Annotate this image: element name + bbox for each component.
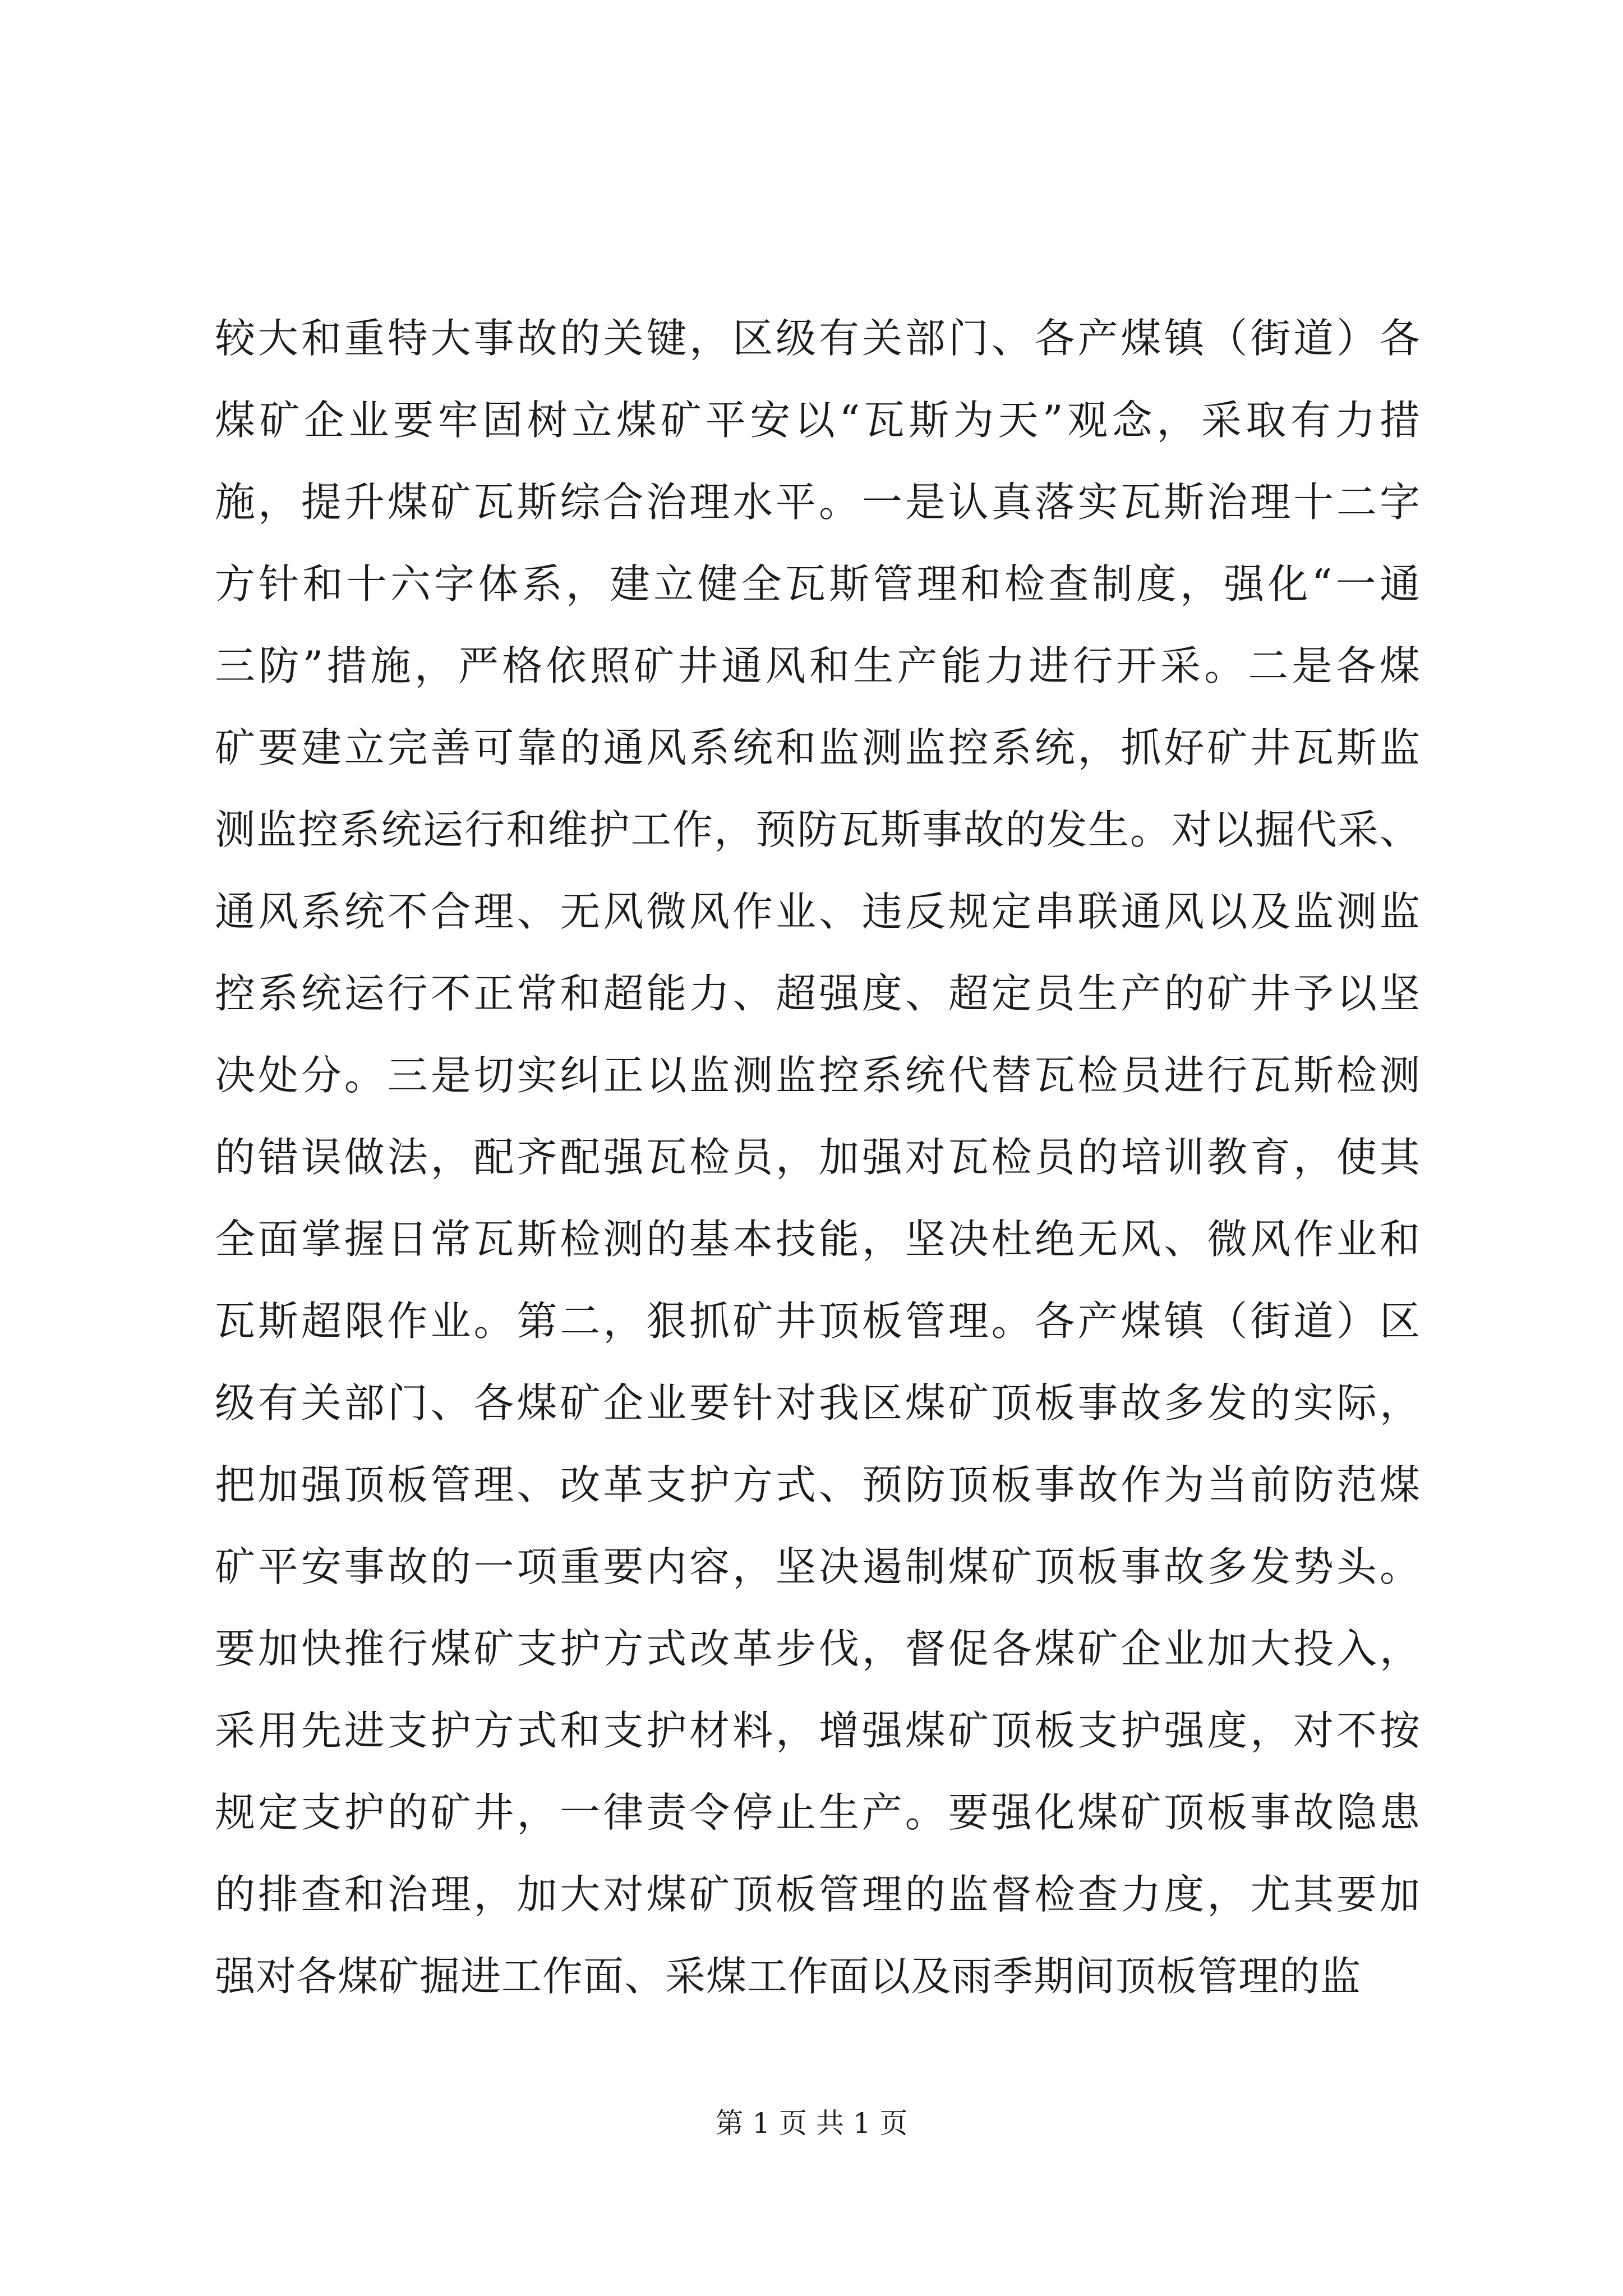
text-line: 施，提升煤矿瓦斯综合治理水平。一是认真落实瓦斯治理十二字	[215, 478, 1421, 526]
page-number-footer: 第 1 页 共 1 页	[715, 2107, 908, 2139]
text-line: 较大和重特大事故的关键，区级有关部门、各产煤镇（街道）各	[215, 315, 1421, 362]
text-line: 测监控系统运行和维护工作，预防瓦斯事故的发生。对以掘代采、	[215, 806, 1421, 853]
text-line: 决处分。三是切实纠正以监测监控系统代替瓦检员进行瓦斯检测	[215, 1052, 1421, 1099]
text-line: 规定支护的矿井，一律责令停止生产。要强化煤矿顶板事故隐患	[215, 1789, 1421, 1836]
body-text	[215, 297, 1421, 2017]
text-line: 级有关部门、各煤矿企业要针对我区煤矿顶板事故多发的实际，	[215, 1379, 1421, 1427]
text-line: 三防”措施，严格依照矿井通风和生产能力进行开采。二是各煤	[215, 642, 1421, 689]
text-line: 矿要建立完善可靠的通风系统和监测监控系统，抓好矿井瓦斯监	[215, 724, 1421, 771]
text-line: 把加强顶板管理、改革支护方式、预防顶板事故作为当前防范煤	[215, 1461, 1421, 1508]
text-line: 的错误做法，配齐配强瓦检员，加强对瓦检员的培训教育，使其	[215, 1134, 1421, 1181]
text-line: 瓦斯超限作业。第二，狠抓矿井顶板管理。各产煤镇（街道）区	[215, 1297, 1421, 1345]
text-line: 的排查和治理，加大对煤矿顶板管理的监督检查力度，尤其要加	[215, 1871, 1421, 1918]
text-line: 要加快推行煤矿支护方式改革步伐，督促各煤矿企业加大投入，	[215, 1625, 1421, 1672]
text-line: 强对各煤矿掘进工作面、采煤工作面以及雨季期间顶板管理的监	[215, 1953, 1362, 2000]
text-line: 采用先进支护方式和支护材料，增强煤矿顶板支护强度，对不按	[215, 1707, 1421, 1754]
text-line: 煤矿企业要牢固树立煤矿平安以“瓦斯为天”观念，采取有力措	[215, 397, 1421, 444]
text-line: 控系统运行不正常和超能力、超强度、超定员生产的矿井予以坚	[215, 970, 1421, 1017]
text-line: 通风系统不合理、无风微风作业、违反规定串联通风以及监测监	[215, 888, 1421, 935]
text-line: 全面掌握日常瓦斯检测的基本技能，坚决杜绝无风、微风作业和	[215, 1216, 1421, 1263]
text-line: 矿平安事故的一项重要内容，坚决遏制煤矿顶板事故多发势头。	[215, 1543, 1421, 1590]
text-line: 方针和十六字体系，建立健全瓦斯管理和检查制度，强化“一通	[215, 560, 1421, 608]
